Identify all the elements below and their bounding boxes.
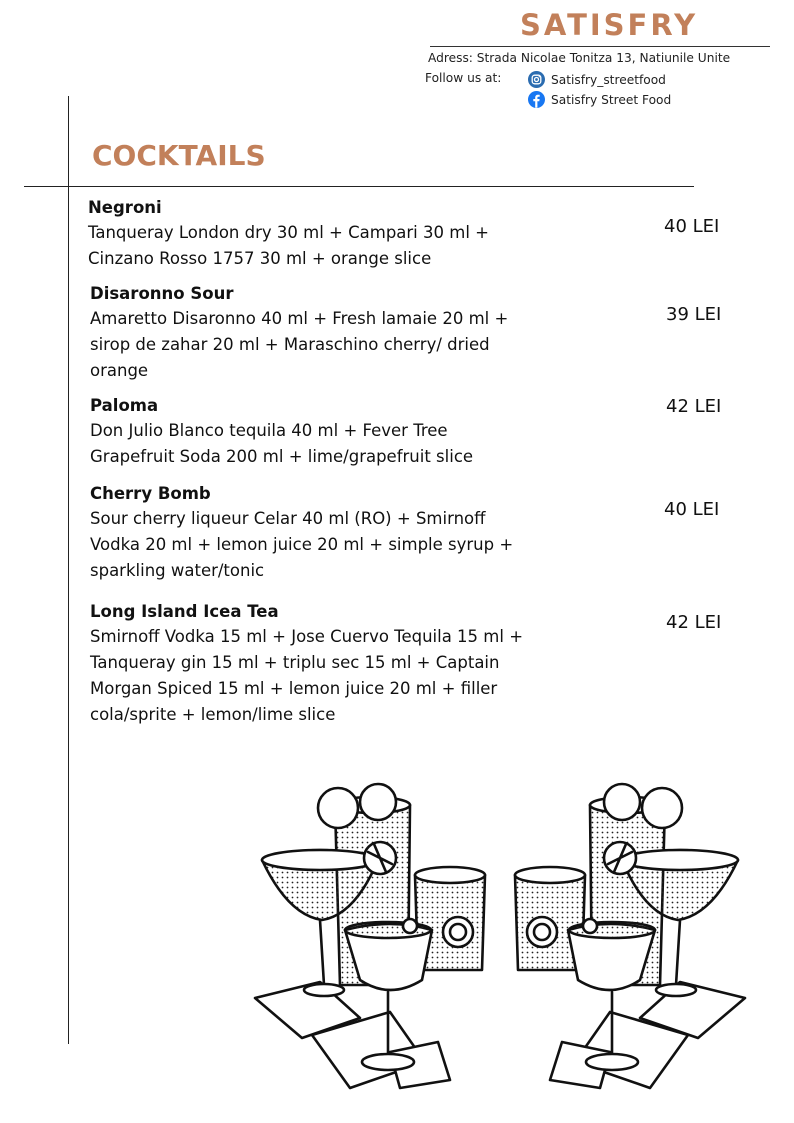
section-title: COCKTAILS: [92, 139, 266, 172]
item-price: 40 LEI: [664, 499, 720, 520]
item-name: Long Island Icea Tea: [90, 602, 279, 621]
menu-item: [88, 196, 588, 272]
cocktail-glasses-illustration: [250, 780, 750, 1104]
follow-label: Follow us at:: [425, 71, 502, 85]
menu-item: [90, 600, 590, 728]
instagram-icon: [528, 71, 545, 88]
facebook-icon: [528, 91, 545, 108]
vertical-divider: [68, 96, 69, 1044]
item-description: Sour cherry liqueur Celar 40 ml (RO) + Smirnoff Vodka 20 ml + lemon juice 20 ml + simple syrup + sparkling water/tonic: [90, 509, 514, 580]
item-name: Disaronno Sour: [90, 284, 234, 303]
menu-item: [90, 482, 590, 584]
item-price: 42 LEI: [666, 612, 722, 633]
horizontal-divider: [24, 186, 694, 187]
menu-item: [90, 394, 590, 470]
instagram-handle: Satisfry_streetfood: [551, 72, 666, 87]
brand-name: SATISFRY: [520, 8, 699, 42]
item-name: Cherry Bomb: [90, 484, 211, 503]
brand-divider: [430, 46, 770, 47]
item-price: 39 LEI: [666, 304, 722, 325]
item-name: Negroni: [88, 198, 162, 217]
address: Adress: Strada Nicolae Tonitza 13, Natiunile Unite: [428, 51, 731, 65]
instagram-link[interactable]: [528, 71, 666, 88]
item-price: 42 LEI: [666, 396, 722, 417]
facebook-link[interactable]: [528, 91, 671, 108]
menu-item: [90, 282, 590, 384]
item-description: Smirnoff Vodka 15 ml + Jose Cuervo Tequila 15 ml + Tanqueray gin 15 ml + triplu sec 15 ml + Captain Morgan Spiced 15 ml + lemon juice 20 ml + filler cola/sprite + lemon/lime slice: [90, 627, 524, 724]
item-description: Don Julio Blanco tequila 40 ml + Fever Tree Grapefruit Soda 200 ml + lime/grapefruit slice: [90, 421, 474, 466]
facebook-page: Satisfry Street Food: [551, 92, 672, 107]
item-description: Amaretto Disaronno 40 ml + Fresh lamaie 20 ml + sirop de zahar 20 ml + Maraschino cherry/ dried orange: [90, 309, 509, 380]
item-price: 40 LEI: [664, 216, 720, 237]
item-name: Paloma: [90, 396, 159, 415]
item-description: Tanqueray London dry 30 ml + Campari 30 ml + Cinzano Rosso 1757 30 ml + orange slice: [88, 223, 489, 268]
